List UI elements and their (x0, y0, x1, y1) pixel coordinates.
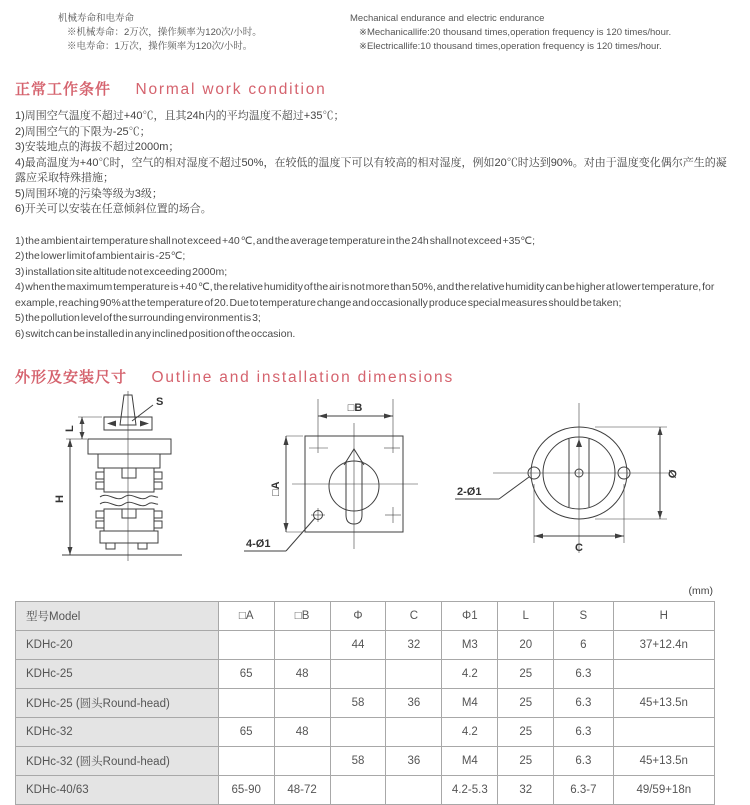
column-header: C (386, 602, 442, 631)
dimensions-table (15, 601, 715, 805)
condition-item: 3)安装地点的海拔不超过2000m； (15, 141, 180, 153)
condition-item: 4) when the maximum temperature is +40 ℃, the relative humidity of the air is not more than 50%, and the relative humidity can be higher at lower temperature, for example, reaching 90% at the temperature of 20. Due to temperature change and occasionally produce special measures should be taken; (15, 281, 715, 309)
table-row (16, 747, 715, 776)
value-cell: 6.3-7 (554, 776, 613, 805)
value-cell: 32 (386, 631, 442, 660)
foot (106, 543, 115, 549)
condition-item: 2)周围空气的下限为-25℃； (15, 125, 151, 138)
table-row (16, 718, 715, 747)
section-title-cn: 正常工作条件 (15, 81, 112, 98)
value-cell (330, 776, 386, 805)
conditions-english (15, 234, 737, 343)
section-title-en: Normal work condition (135, 81, 327, 98)
front-view-drawing (244, 399, 418, 551)
column-header: □A (218, 602, 274, 631)
section-title-normal-work-condition (15, 78, 750, 99)
dim-label-h: H (54, 495, 66, 503)
value-cell: 44 (330, 631, 386, 660)
value-cell: 65-90 (218, 776, 274, 805)
value-cell (330, 718, 386, 747)
value-cell (330, 660, 386, 689)
value-cell (386, 660, 442, 689)
condition-item: 6) switch can be installed in any inclined position of the occasion. (15, 327, 296, 340)
table-row (16, 689, 715, 718)
table-row (16, 660, 715, 689)
dim-label-4-holes: 4-Ø1 (246, 538, 271, 550)
column-header: L (498, 602, 554, 631)
value-cell: 58 (330, 689, 386, 718)
round-view-drawing (455, 403, 680, 554)
column-header: □B (274, 602, 330, 631)
datasheet-page (0, 12, 750, 795)
flange-plate (88, 439, 171, 454)
value-cell: 48 (274, 718, 330, 747)
value-cell (218, 689, 274, 718)
dim-label-square-a: □A (270, 481, 282, 496)
value-cell: 45+13.5n (613, 747, 714, 776)
condition-item: 2) the lower limit of ambient air is -25℃; (15, 250, 186, 262)
value-cell: 25 (498, 718, 554, 747)
model-cell: KDHc-40/63 (16, 776, 219, 805)
endurance-note-en (350, 12, 671, 54)
table-row (16, 776, 715, 805)
model-cell: KDHc-25 (圆头Round-head) (16, 689, 219, 718)
endurance-item: ※Mechanicallife:20 thousand times,operation frequency is 120 times/hour. (359, 27, 672, 38)
endurance-item: ※Electricallife:10 thousand times,operation frequency is 120 times/hour. (359, 41, 662, 52)
value-cell: 48 (274, 660, 330, 689)
value-cell: 45+13.5n (613, 689, 714, 718)
value-cell: 6.3 (554, 747, 613, 776)
value-cell: 6.3 (554, 718, 613, 747)
endurance-note-cn (58, 12, 338, 54)
value-cell: 4.2-5.3 (442, 776, 498, 805)
value-cell: 36 (386, 689, 442, 718)
condition-item: 5) the pollution level of the surrounding environment is 3; (15, 312, 261, 324)
endurance-note (0, 12, 750, 54)
value-cell (613, 660, 714, 689)
column-header-model: 型号Model (16, 602, 219, 631)
side-view-drawing (54, 391, 182, 561)
value-cell (218, 631, 274, 660)
value-cell: 4.2 (442, 718, 498, 747)
dim-label-l: L (64, 425, 76, 432)
value-cell: 25 (498, 660, 554, 689)
endurance-item: ※机械寿命：2万次，操作频率为120次/小时。 (67, 27, 262, 38)
leader-line-4-holes (286, 518, 315, 551)
value-cell: 25 (498, 689, 554, 718)
table-header-row (16, 602, 715, 631)
column-header: S (554, 602, 613, 631)
condition-item: 1) the ambient air temperature shall not exceed +40 ℃, and the average temperature in the 24h shall not exceed +35℃; (15, 234, 536, 247)
outline-drawings (0, 389, 750, 585)
value-cell (218, 747, 274, 776)
model-cell: KDHc-20 (16, 631, 219, 660)
value-cell: 20 (498, 631, 554, 660)
condition-item: 3) installation site altitude not exceeding 2000m; (15, 265, 228, 278)
value-cell: 6.3 (554, 660, 613, 689)
value-cell: 4.2 (442, 660, 498, 689)
leader-line-s (132, 405, 153, 421)
unit-label: (mm) (688, 585, 713, 597)
model-cell: KDHc-25 (16, 660, 219, 689)
value-cell (386, 776, 442, 805)
conditions-chinese (15, 109, 737, 218)
section-title-en: Outline and installation dimensions (151, 369, 454, 386)
value-cell (386, 718, 442, 747)
leader-line-2-holes (499, 477, 529, 499)
dim-label-square-b: □B (347, 402, 363, 414)
value-cell: 6.3 (554, 689, 613, 718)
break-line (100, 502, 158, 505)
value-cell (274, 631, 330, 660)
section-title-outline-dimensions (15, 366, 750, 387)
table-row (16, 631, 715, 660)
column-header: H (613, 602, 714, 631)
value-cell (613, 718, 714, 747)
value-cell: 48-72 (274, 776, 330, 805)
dim-label-c: C (575, 542, 583, 554)
break-line (100, 495, 158, 498)
column-header: Φ1 (442, 602, 498, 631)
value-cell: 65 (218, 718, 274, 747)
value-cell: M4 (442, 747, 498, 776)
endurance-title-cn: 机械寿命和电寿命 (58, 13, 135, 24)
endurance-title-en: Mechanical endurance and electric endurance (350, 13, 545, 24)
value-cell: 37+12.4n (613, 631, 714, 660)
column-header: Φ (330, 602, 386, 631)
value-cell: 36 (386, 747, 442, 776)
value-cell: 6 (554, 631, 613, 660)
condition-item: 1)周围空气温度不超过+40℃，且其24h内的平均温度不超过+35℃； (15, 110, 345, 122)
value-cell (274, 689, 330, 718)
value-cell: 58 (330, 747, 386, 776)
condition-item: 6)开关可以安装在任意倾斜位置的场合。 (15, 203, 212, 215)
value-cell (274, 747, 330, 776)
foot (138, 543, 147, 549)
value-cell: 65 (218, 660, 274, 689)
condition-item: 5)周围环境的污染等级为3级； (15, 187, 163, 200)
endurance-item: ※电寿命：1万次，操作频率为120次/小时。 (67, 41, 253, 52)
value-cell: M4 (442, 689, 498, 718)
model-cell: KDHc-32 (16, 718, 219, 747)
value-cell: 49/59+18n (613, 776, 714, 805)
dim-label-2-holes: 2-Ø1 (457, 486, 482, 498)
value-cell: 25 (498, 747, 554, 776)
base-plate (100, 531, 158, 543)
value-cell: M3 (442, 631, 498, 660)
condition-item: 4)最高温度为+40℃时，空气的相对湿度不超过50%，在较低的温度下可以有较高的相对湿度，例如20℃时达到90%。对由于温度变化偶尔产生的凝露应采取特殊措施； (15, 156, 727, 184)
model-cell: KDHc-32 (圆头Round-head) (16, 747, 219, 776)
section-title-cn: 外形及安装尺寸 (15, 369, 128, 386)
dim-label-diameter: Ø (666, 468, 681, 480)
dim-label-s: S (156, 396, 164, 408)
value-cell: 32 (498, 776, 554, 805)
